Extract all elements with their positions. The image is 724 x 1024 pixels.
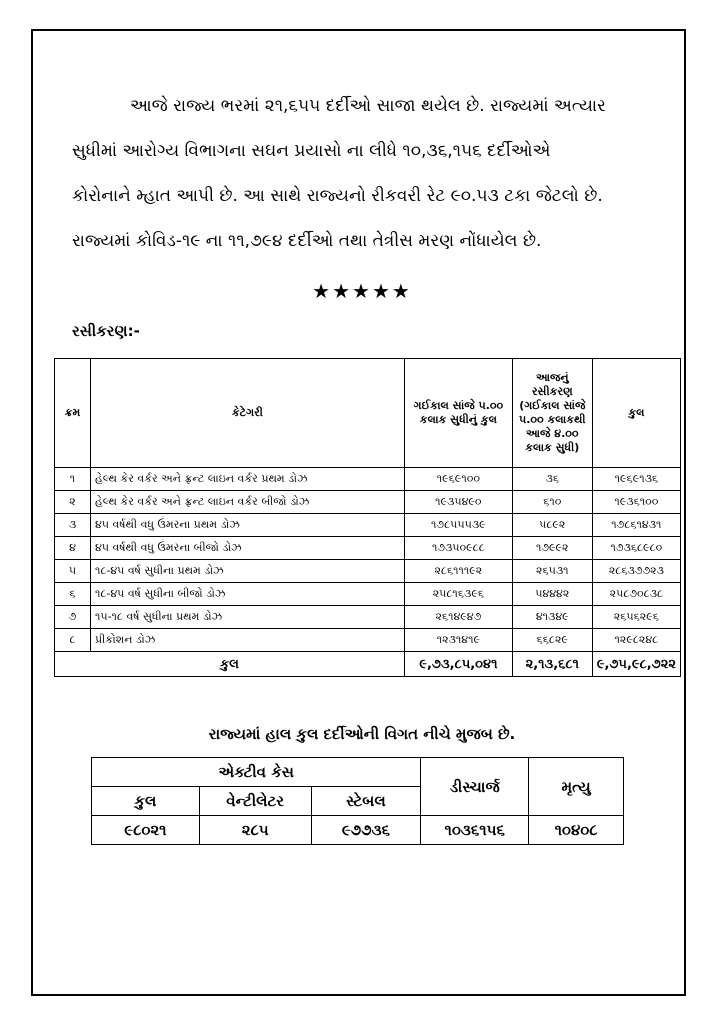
cell-serial: ૬	[55, 583, 91, 606]
cell-today: ૬૬૮૨૯	[512, 629, 592, 652]
cell-total: ૨૬૫૬૨૯૬	[592, 606, 680, 629]
total-total: ૯,૭૫,૯૮,૭૨૨	[592, 652, 680, 677]
header-today: આજનું રસીકરણ (ગઈકાલ સાંજે ૫.૦૦ કલાકથી આજે ૪.૦૦ કલાક સુધી)	[512, 359, 592, 468]
cell-category: હેલ્થ કેર વર્કર અને ફ્રન્ટ લાઇન વર્કર બીજો ડોઝ	[90, 491, 404, 514]
total-label: કુલ	[55, 652, 405, 677]
summary-paragraph	[72, 84, 662, 264]
cases-heading: રાજ્યમાં હાલ કુલ દર્દીઓની વિગત નીચે મુજબ છે.	[208, 725, 516, 743]
active-cases-header: એક્ટીવ કેસ	[92, 758, 421, 787]
cell-serial: ૭	[55, 606, 91, 629]
paragraph-line: આજે રાજ્ય ભરમાં ૨૧,૬૫૫ દર્દીઓ સાજા થયેલ છે. રાજ્યમાં અત્યાર	[130, 96, 606, 116]
ventilator-header: વેન્ટીલેટર	[199, 787, 311, 816]
vaccination-heading: રસીકરણ:-	[72, 322, 140, 340]
cell-total: ૧૯૬૯૧૩૬	[592, 468, 680, 491]
cell-category: ૪૫ વર્ષથી વધુ ઉંમરના બીજો ડોઝ	[90, 537, 404, 560]
discharged-value: ૧૦૩૬૧૫૬	[421, 816, 529, 845]
header-category: કેટેગરી	[90, 359, 404, 468]
stable-header: સ્ટેબલ	[311, 787, 421, 816]
cell-total: ૨૮૬૩૭૭૨૩	[592, 560, 680, 583]
paragraph-line: રાજ્યમાં કોવિડ-૧૯ ના ૧૧,૭૯૪ દર્દીઓ તથા તેત્રીસ મરણ નોંધાયેલ છે.	[72, 231, 542, 251]
cases-table	[91, 757, 624, 845]
cell-serial: ૩	[55, 514, 91, 537]
table-row	[55, 537, 681, 560]
cases-value-row	[92, 816, 624, 845]
cell-category: ૧૫-૧૮ વર્ષ સુધીના પ્રથમ ડોઝ	[90, 606, 404, 629]
cell-till-yesterday: ૨૮૬૧૧૧૯૨	[404, 560, 512, 583]
cell-category: ૪૫ વર્ષથી વધુ ઉંમરના પ્રથમ ડોઝ	[90, 514, 404, 537]
cell-today: ૨૬૫૩૧	[512, 560, 592, 583]
cell-today: ૪૧૩૪૯	[512, 606, 592, 629]
cell-category: ૧૮-૪૫ વર્ષ સુધીના બીજો ડોઝ	[90, 583, 404, 606]
active-total-value: ૯૮૦૨૧	[92, 816, 200, 845]
star-separator: ★★★★★	[312, 279, 412, 303]
total-till-yesterday: ૯,૭૩,૮૫,૦૪૧	[404, 652, 512, 677]
header-total: કુલ	[592, 359, 680, 468]
table-total-row	[55, 652, 681, 677]
discharged-header: ડીસ્ચાર્જ	[421, 758, 529, 816]
cell-category: ૧૮-૪૫ વર્ષ સુધીના પ્રથમ ડોઝ	[90, 560, 404, 583]
cell-today: ૧૭૯૯૨	[512, 537, 592, 560]
ventilator-value: ૨૮૫	[199, 816, 311, 845]
cell-till-yesterday: ૨૫૮૧૬૩૯૬	[404, 583, 512, 606]
paragraph-line: કોરોનાને મ્હાત આપી છે. આ સાથે રાજ્યનો રીકવરી રેટ ૯૦.૫૩ ટકા જેટલો છે.	[72, 186, 603, 206]
table-row	[55, 514, 681, 537]
paragraph-line: સુધીમાં આરોગ્ય વિભાગના સઘન પ્રયાસો ના લીધે ૧૦,૩૬,૧૫૬ દર્દીઓએ	[72, 141, 551, 161]
table-row	[55, 491, 681, 514]
table-header-row	[55, 359, 681, 468]
cell-till-yesterday: ૧૭૮૫૫૫૩૯	[404, 514, 512, 537]
total-today: ૨,૧૩,૬૮૧	[512, 652, 592, 677]
table-row	[55, 560, 681, 583]
cell-total: ૧૭૮૬૧૪૩૧	[592, 514, 680, 537]
cell-total: ૧૨૯૮૨૪૮	[592, 629, 680, 652]
cell-serial: ૧	[55, 468, 91, 491]
cell-till-yesterday: ૧૯૩૫૪૯૦	[404, 491, 512, 514]
cell-serial: ૨	[55, 491, 91, 514]
cell-total: ૨૫૮૭૦૮૩૮	[592, 583, 680, 606]
cell-serial: ૮	[55, 629, 91, 652]
cell-till-yesterday: ૧૨૩૧૪૧૯	[404, 629, 512, 652]
table-row	[55, 629, 681, 652]
header-serial: ક્રમ	[55, 359, 91, 468]
cell-serial: ૪	[55, 537, 91, 560]
cell-serial: ૫	[55, 560, 91, 583]
cell-today: ૬૧૦	[512, 491, 592, 514]
cell-today: ૩૬	[512, 468, 592, 491]
cell-till-yesterday: ૧૭૩૫૦૯૮૮	[404, 537, 512, 560]
table-row	[55, 583, 681, 606]
cell-till-yesterday: ૨૬૧૪૯૪૭	[404, 606, 512, 629]
header-till-yesterday: ગઈકાલ સાંજે ૫.૦૦ કલાક સુધીનું કુલ	[404, 359, 512, 468]
deaths-header: મૃત્યુ	[529, 758, 624, 816]
cell-today: ૫૮૯૨	[512, 514, 592, 537]
cell-category: પ્રીકોશન ડોઝ	[90, 629, 404, 652]
cell-category: હેલ્થ કેર વર્કર અને ફ્રન્ટ લાઇન વર્કર પ્રથમ ડોઝ	[90, 468, 404, 491]
active-total-header: કુલ	[92, 787, 200, 816]
stable-value: ૯૭૭૩૬	[311, 816, 421, 845]
table-row	[55, 606, 681, 629]
cases-header-row	[92, 758, 624, 787]
cell-total: ૧૯૩૬૧૦૦	[592, 491, 680, 514]
cell-till-yesterday: ૧૯૬૯૧૦૦	[404, 468, 512, 491]
cell-total: ૧૭૩૬૮૯૮૦	[592, 537, 680, 560]
cell-today: ૫૪૪૪૨	[512, 583, 592, 606]
deaths-value: ૧૦૪૦૮	[529, 816, 624, 845]
vaccination-table	[54, 358, 681, 677]
table-row	[55, 468, 681, 491]
